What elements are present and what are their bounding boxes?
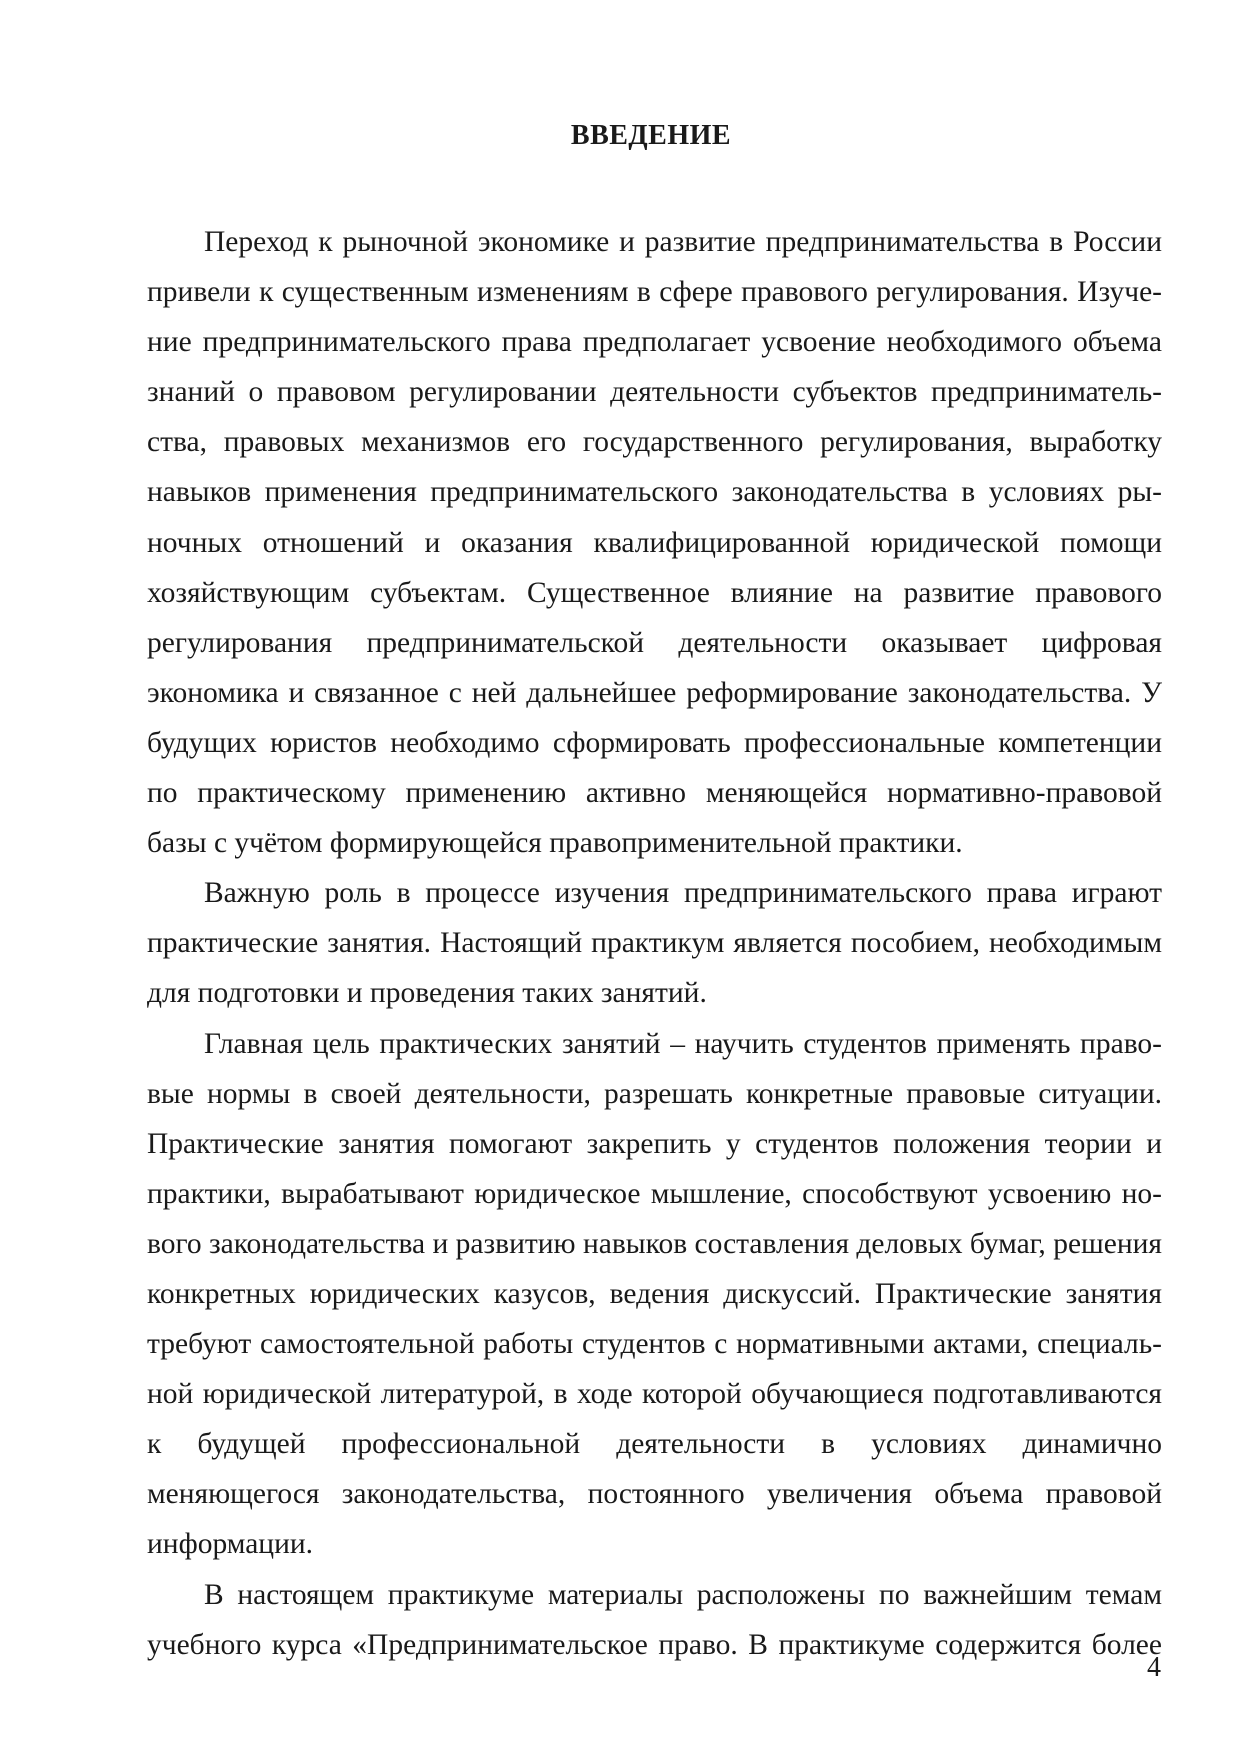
paragraph: Переход к рыночной экономике и развитие предпринимательства в России привели к существенным изменениям в сфере правового регулирования. Изучение предпринимательского права предполагает усвоение необходимого объема знаний о правовом регулировании деятельности субъектов предпринимательства, правовых механизмов его государственного регулирования, выработку навыков применения предпринимательского законодательства в условиях рыночных отношений и оказания квалифицированной юридической помощи хозяйствующим субъектам. Существенное влияние на развитие правового регулирования предпринимательской деятельности оказывает цифровая экономика и связанное с ней дальнейшее реформирование законодательства. У будущих юристов необходимо сформировать профессиональные компетенции по практическому применению активно меняющейся нормативно-правовой базы с учётом формирующейся правоприменительной практики. [147, 226, 1162, 860]
paragraph: Главная цель практических занятий – научить студентов применять правовые нормы в своей деятельности, разрешать конкретные правовые ситуации. Практические занятия помогают закрепить у студентов положения теории и практики, вырабатывают юридическое мышление, способствуют усвоению нового законодательства и развитию навыков составления деловых бумаг, решения конкретных юридических казусов, ведения дискуссий. Практические занятия требуют самостоятельной работы студентов с нормативными актами, специальной юридической литературой, в ходе которой обучающиеся подготавливаются к будущей профессиональной деятельности в условиях динамично меняющегося законодательства, постоянного увеличения объема правовой информации. [147, 1027, 1162, 1561]
paragraph: В настоящем практикуме материалы расположены по важнейшим темам учебного курса «Предпринимательское право. В практикуме содержится более [147, 1578, 1162, 1661]
page-number: 4 [1147, 1652, 1161, 1683]
document-body [147, 217, 1162, 1670]
page-title: ВВЕДЕНИЕ [570, 120, 732, 151]
paragraph: Важную роль в процессе изучения предпринимательского права играют практические занятия. Настоящий практикум является пособием, необходимым для подготовки и проведения таких занятий. [147, 877, 1162, 1010]
